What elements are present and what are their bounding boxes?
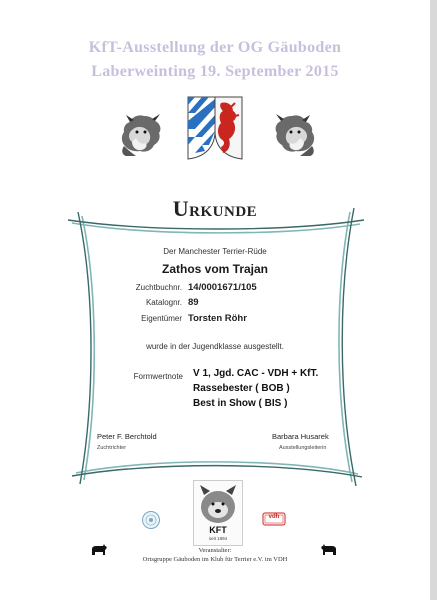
header-line-2: Laberweinting 19. September 2015 [91, 63, 339, 80]
kft-logo-subtext: seit 1894 [208, 536, 228, 541]
signature-left-role: Zuchtrichter [97, 445, 127, 451]
class-text: wurde in der Jugendklasse ausgestellt. [146, 342, 284, 351]
footer-line-1: Veranstalter: [198, 547, 232, 554]
field-label-zuchtbuch: Zuchtbuchnr. [135, 283, 182, 292]
rating-line-1: V 1, Jgd. CAC - VDH + KfT. [193, 368, 319, 379]
signature-right-role: Ausstellungsleiterin [279, 445, 327, 451]
field-label-eigentuemer: Eigentümer [141, 314, 182, 323]
field-label-katalog: Katalognr. [145, 298, 182, 307]
stamp-left-icon [141, 510, 161, 530]
vdh-logo-text: vdh [268, 514, 280, 520]
field-value-eigentuemer: Torsten Röhr [188, 313, 247, 324]
dog-name: Zathos vom Trajan [161, 262, 269, 276]
field-value-zuchtbuch: 14/0001671/105 [188, 282, 257, 293]
kft-logo-text: KFT [209, 525, 227, 535]
rating-line-3: Best in Show ( BIS ) [193, 398, 288, 409]
footer-line-2: Ortsgruppe Gäuboden im Klub für Terrier e.V. im VDH [142, 556, 288, 563]
rating-line-2: Rassebester ( BOB ) [193, 383, 290, 394]
certificate-title: Urkunde [172, 196, 258, 221]
rating-label: Formwertnote [133, 372, 183, 381]
kft-logo [193, 480, 243, 546]
breed-text: Der Manchester Terrier-Rüde [163, 247, 267, 256]
header-line-1: KfT-Ausstellung der OG Gäuboden [88, 39, 342, 56]
signature-right-name: Barbara Husarek [272, 432, 329, 441]
field-value-katalog: 89 [188, 297, 199, 308]
signature-left-name: Peter F. Berchtold [97, 432, 157, 441]
kft-terrier-icon [194, 481, 242, 527]
